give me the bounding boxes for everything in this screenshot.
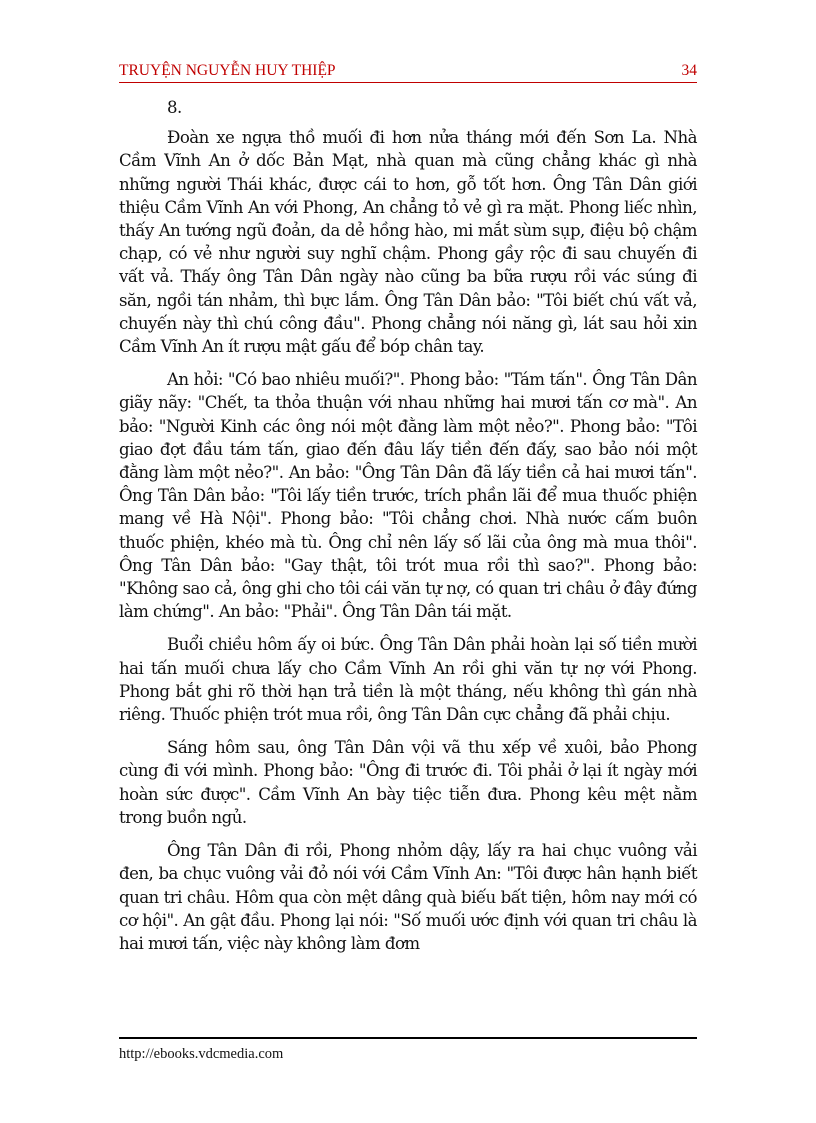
book-title: TRUYỆN NGUYỄN HUY THIỆP: [119, 62, 336, 79]
footer-url[interactable]: http://ebooks.vdcmedia.com: [119, 1046, 284, 1062]
paragraph: Ông Tân Dân đi rồi, Phong nhỏm dậy, lấy ra hai chục vuông vải đen, ba chục vuông vải đỏ nói với Cầm Vĩnh An: "Tôi được hân hạnh biết quan tri châu. Hôm qua còn mệt dâng quà biếu bất tiện, hôm nay mới có cơ hội". An gật đầu. Phong lại nói: "Số muối ước định với quan tri châu là hai mươi tấn, việc này không làm đơm: [119, 841, 697, 953]
paragraph: Đoàn xe ngựa thồ muối đi hơn nửa tháng mới đến Sơn La. Nhà Cầm Vĩnh An ở dốc Bản Mạt, nhà quan mà cũng chẳng khác gì nhà những người Thái khác, được cái to hơn, gỗ tốt hơn. Ông Tân Dân giới thiệu Cầm Vĩnh An với Phong, An chẳng tỏ vẻ gì ra mặt. Phong liếc nhìn, thấy An tướng ngũ đoản, da dẻ hồng hào, mi mắt sùm sụp, điệu bộ chậm chạp, có vẻ như người suy nghĩ chậm. Phong gầy rộc đi sau chuyến đi vất vả. Thấy ông Tân Dân ngày nào cũng ba bữa rượu rồi vác súng đi săn, ngồi tán nhảm, thì bực lắm. Ông Tân Dân bảo: "Tôi biết chú vất vả, chuyến này thì chú công đầu". Phong chẳng nói năng gì, lát sau hỏi xin Cầm Vĩnh An ít rượu mật gấu để bóp chân tay.: [119, 128, 697, 357]
page-number: 34: [681, 62, 697, 79]
paragraph: Sáng hôm sau, ông Tân Dân vội vã thu xếp về xuôi, bảo Phong cùng đi với mình. Phong bảo: "Ông đi trước đi. Tôi phải ở lại ít ngày mới hoàn sức được". Cầm Vĩnh An bày tiệc tiễn đưa. Phong kêu mệt nằm trong buồn ngủ.: [119, 738, 697, 827]
page-body: [119, 96, 697, 965]
section-number: 8.: [167, 98, 182, 117]
paragraph: Buổi chiều hôm ấy oi bức. Ông Tân Dân phải hoàn lại số tiền mười hai tấn muối chưa lấy cho Cầm Vĩnh An rồi ghi văn tự nợ với Phong. Phong bắt ghi rõ thời hạn trả tiền là một tháng, nếu không thì gán nhà riêng. Thuốc phiện trót mua rồi, ông Tân Dân cực chẳng đã phải chịu.: [119, 635, 697, 725]
footer-divider: [119, 1037, 697, 1039]
paragraph: An hỏi: "Có bao nhiêu muối?". Phong bảo: "Tám tấn". Ông Tân Dân giãy nãy: "Chết, ta thỏa thuận với nhau những hai mươi tấn cơ mà". An bảo: "Người Kinh các ông nói một đằng làm một nẻo?". Phong bảo: "Tôi giao đợt đầu tám tấn, giao đến đâu lấy tiền đến đấy, sao bảo nói một đằng làm một nẻo?". An bảo: "Ông Tân Dân đã lấy tiền cả hai mươi tấn". Ông Tân Dân bảo: "Tôi lấy tiền trước, trích phần lãi để mua thuốc phiện mang về Hà Nội". Phong bảo: "Tôi chẳng chơi. Nhà nước cấm buôn thuốc phiện, khéo mà tù. Ông chỉ nên lấy số lãi của ông mà mua thôi". Ông Tân Dân bảo: "Gay thật, tôi trót mua rồi thì sao?". Phong bảo: "Không sao cả, ông ghi cho tôi cái văn tự nợ, có quan tri châu ở đây đứng làm chứng". An bảo: "Phải". Ông Tân Dân tái mặt.: [119, 370, 697, 622]
page-header: [119, 60, 697, 83]
